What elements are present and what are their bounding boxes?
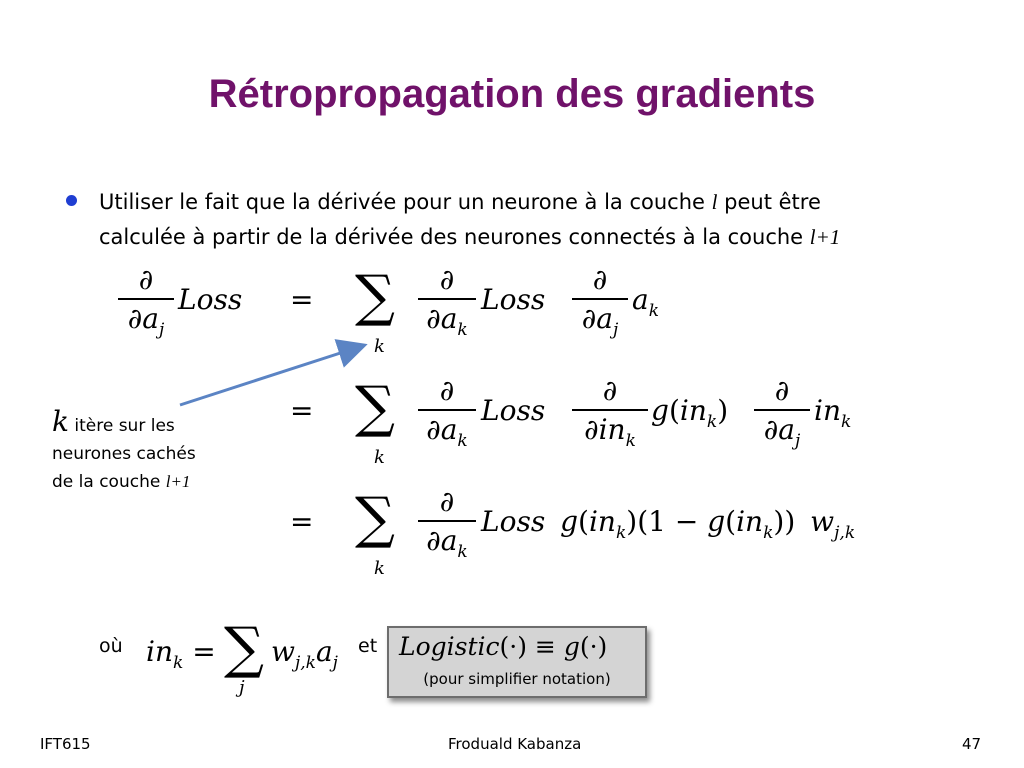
- bullet-line1-suffix: peut être: [717, 190, 821, 214]
- logistic-formula: Logistic(·) ≡ g(·): [399, 632, 608, 661]
- note-line1: itère sur les: [68, 416, 175, 436]
- bullet-line1-var: l: [711, 190, 718, 214]
- footer-page-number: 47: [962, 735, 982, 753]
- note-line3-prefix: de la couche: [52, 472, 166, 492]
- note-line3-var: l+1: [165, 472, 191, 491]
- bullet-line1-prefix: Utiliser le fait que la dérivée pour un neurone à la couche: [99, 190, 712, 214]
- iteration-note: [52, 405, 252, 496]
- where-label: où: [99, 635, 123, 657]
- bullet-line2-var: l+1: [809, 225, 841, 249]
- footer-author: Froduald Kabanza: [448, 735, 582, 753]
- logistic-box: [387, 626, 647, 698]
- footer-course: IFT615: [40, 735, 91, 753]
- slide-title: Rétropropagation des gradients: [208, 72, 816, 116]
- note-line2: neurones cachés: [52, 444, 196, 464]
- logistic-caption: (pour simplifier notation): [423, 670, 611, 688]
- note-var: k: [52, 405, 69, 438]
- and-label: et: [358, 635, 378, 657]
- bullet-line2-prefix: calculée à partir de la dérivée des neurones connectés à la couche: [99, 225, 810, 249]
